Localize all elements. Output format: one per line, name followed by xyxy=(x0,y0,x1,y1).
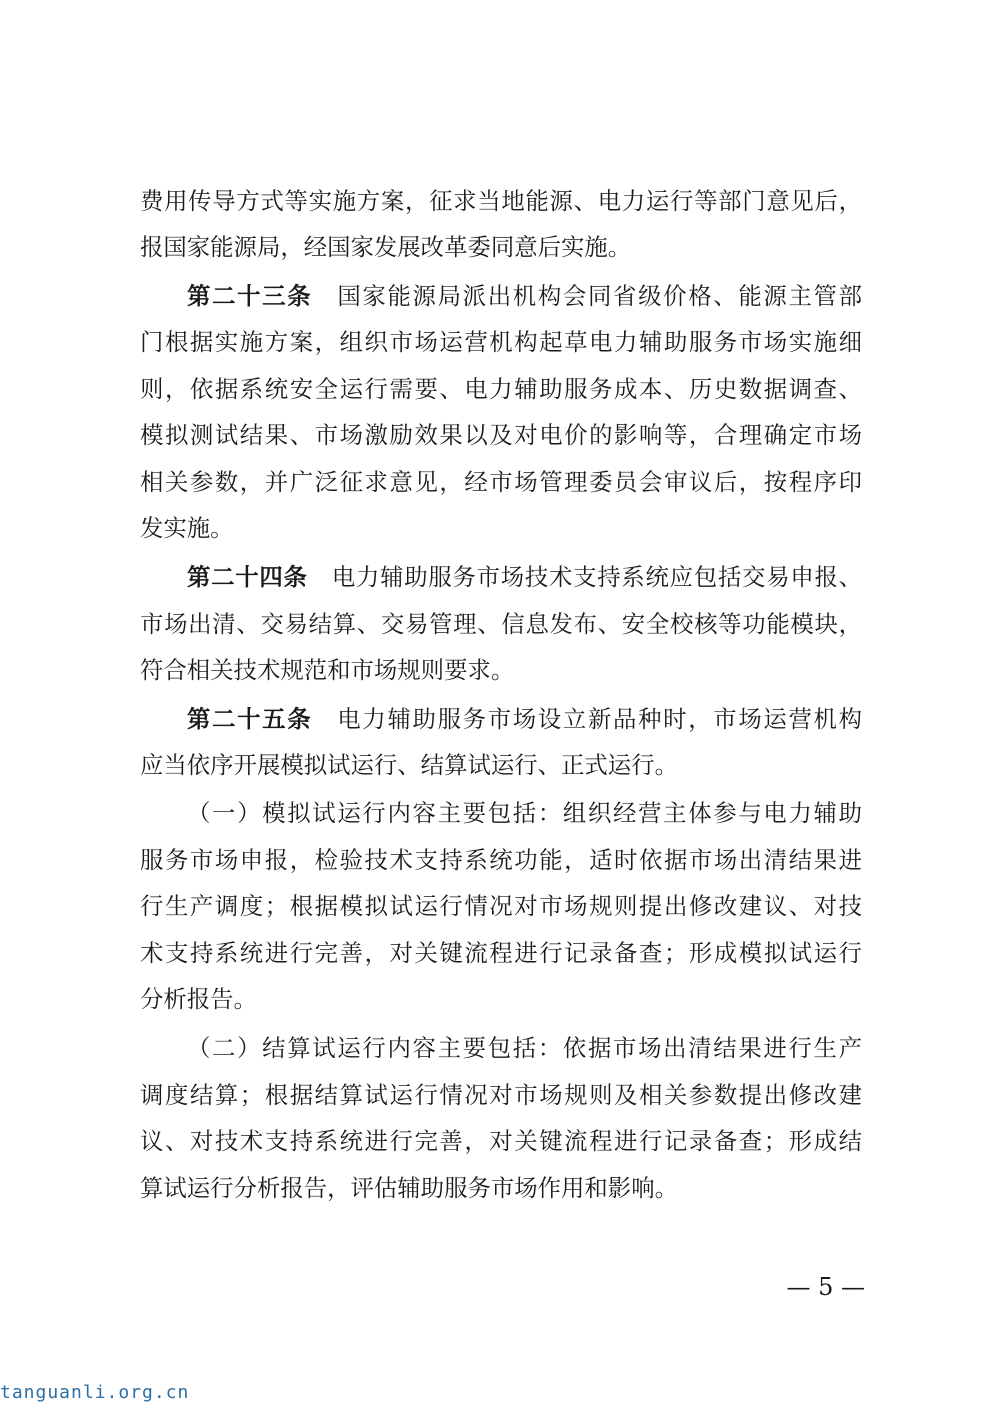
text-line xyxy=(140,1173,862,1203)
line-text: 则，依据系统安全运行需要、电力辅助服务成本、历史数据调查、 xyxy=(140,375,862,403)
text-line xyxy=(140,186,862,216)
article-heading: 第二十四条 xyxy=(187,563,308,591)
text-line xyxy=(187,281,862,311)
line-text: 服务市场申报，检验技术支持系统功能，适时依据市场出清结果进 xyxy=(140,846,862,874)
text-line xyxy=(140,1080,862,1110)
text-line xyxy=(187,562,862,592)
line-text: 应当依序开展模拟试运行、结算试运行、正式运行。 xyxy=(140,751,678,779)
line-text: 费用传导方式等实施方案，征求当地能源、电力运行等部门意见后， xyxy=(140,187,862,215)
text-line xyxy=(140,984,862,1014)
text-line xyxy=(140,891,862,921)
text-line xyxy=(187,704,862,734)
watermark-text: tanguanli.org.cn xyxy=(0,1382,190,1403)
line-text: 模拟测试结果、市场激励效果以及对电价的影响等，合理确定市场 xyxy=(140,421,862,449)
line-text: 国家能源局派出机构会同省级价格、能源主管部 xyxy=(337,282,863,310)
line-text: 调度结算；根据结算试运行情况对市场规则及相关参数提出修改建 xyxy=(140,1081,862,1109)
line-text: 门根据实施方案，组织市场运营机构起草电力辅助服务市场实施细 xyxy=(140,328,862,356)
line-text: 议、对技术支持系统进行完善，对关键流程进行记录备查；形成结 xyxy=(140,1127,862,1155)
article-heading: 第二十五条 xyxy=(187,705,313,733)
text-line xyxy=(140,467,862,497)
line-text: 行生产调度；根据模拟试运行情况对市场规则提出修改建议、对技 xyxy=(140,892,862,920)
page-number: — 5 — xyxy=(786,1273,865,1301)
text-line xyxy=(140,513,862,543)
line-text: 报国家能源局，经国家发展改革委同意后实施。 xyxy=(140,233,632,261)
line-text: 分析报告。 xyxy=(140,985,257,1013)
text-line xyxy=(140,938,862,968)
line-text: 算试运行分析报告，评估辅助服务市场作用和影响。 xyxy=(140,1174,678,1202)
line-text: 符合相关技术规范和市场规则要求。 xyxy=(140,656,515,684)
line-text: （一）模拟试运行内容主要包括：组织经营主体参与电力辅助 xyxy=(187,799,862,827)
line-text: 相关参数，并广泛征求意见，经市场管理委员会审议后，按程序印 xyxy=(140,468,862,496)
text-line xyxy=(187,798,862,828)
line-text: 市场出清、交易结算、交易管理、信息发布、安全校核等功能模块， xyxy=(140,610,862,638)
text-line xyxy=(140,1126,862,1156)
text-line xyxy=(140,232,862,262)
line-text: 发实施。 xyxy=(140,514,234,542)
text-line xyxy=(140,420,862,450)
line-text: （二）结算试运行内容主要包括：依据市场出清结果进行生产 xyxy=(187,1034,862,1062)
text-line xyxy=(140,655,862,685)
text-line xyxy=(140,750,862,780)
article-heading: 第二十三条 xyxy=(187,282,313,310)
line-text: 电力辅助服务市场设立新品种时，市场运营机构 xyxy=(337,705,863,733)
text-line xyxy=(140,327,862,357)
line-text: 电力辅助服务市场技术支持系统应包括交易申报、 xyxy=(331,563,863,591)
line-text: 术支持系统进行完善，对关键流程进行记录备查；形成模拟试运行 xyxy=(140,939,862,967)
text-line xyxy=(140,609,862,639)
text-line xyxy=(140,374,862,404)
text-line xyxy=(140,845,862,875)
text-line xyxy=(187,1033,862,1063)
